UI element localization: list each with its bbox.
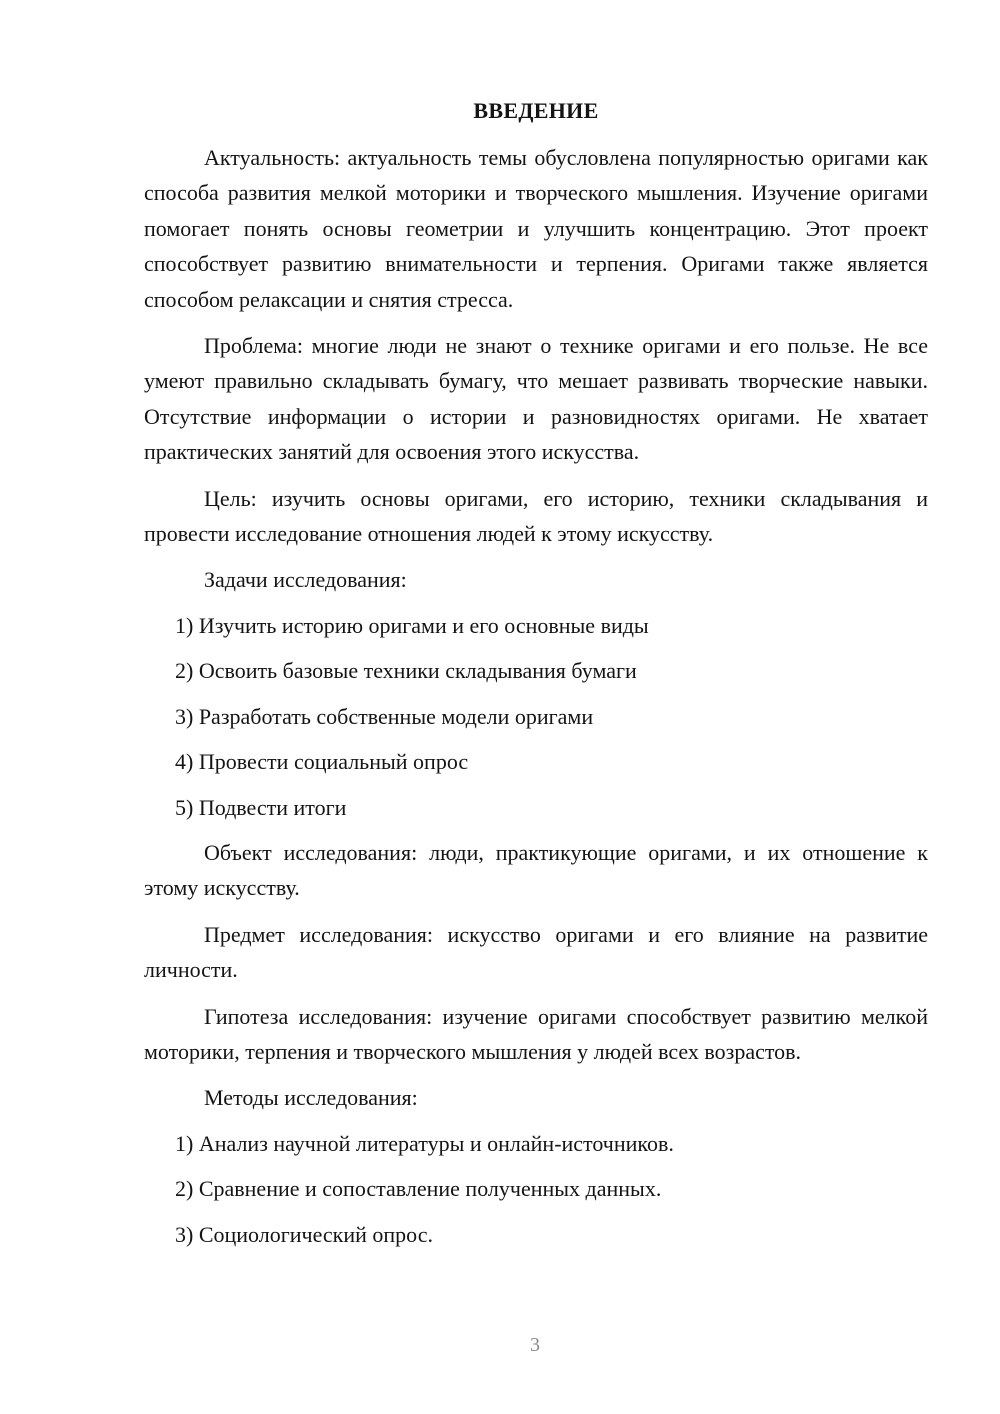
section-title: ВВЕДЕНИЕ [473,98,599,123]
page-number: 3 [530,1334,540,1356]
method-item: 2) Сравнение и сопоставление полученных данных. [175,1176,662,1202]
tasks-heading: Задачи исследования: [204,567,407,593]
tasks-list [144,608,928,825]
task-item: 2) Освоить базовые техники складывания бумаги [175,658,637,684]
task-item: 4) Провести социальный опрос [175,749,469,775]
method-item: 3) Социологический опрос. [175,1221,433,1247]
document-page [144,96,928,1262]
subject-paragraph: Предмет исследования: искусство оригами и его влияние на развитие личности. [144,921,928,983]
task-item: 1) Изучить историю оригами и его основные виды [175,612,649,638]
task-item: 5) Подвести итоги [175,794,347,820]
method-item: 1) Анализ научной литературы и онлайн-источников. [175,1130,674,1156]
object-paragraph: Объект исследования: люди, практикующие оригами, и их отношение к этому искусству. [144,839,928,901]
hypothesis-paragraph: Гипотеза исследования: изучение оригами способствует развитию мелкой моторики, терпения и творческого мышления у людей всех возрастов. [144,1003,928,1064]
methods-list [144,1126,928,1252]
problem-paragraph: Проблема: многие люди не знают о технике оригами и его пользе. Не все умеют правильно складывать бумагу, что мешает развивать творческие навыки. Отсутствие информации о истории и разновидностях оригами. Не хватает практических занятий для освоения этого искусства. [144,333,928,465]
methods-heading: Методы исследования: [204,1085,418,1111]
task-item: 3) Разработать собственные модели оригами [175,703,594,729]
relevance-paragraph: Актуальность: актуальность темы обусловлена популярностью оригами как способа развития мелкой моторики и творческого мышления. Изучение оригами помогает понять основы геометрии и улучшить концентрацию. Этот проект способствует развитию внимательности и терпения. Оригами также является способом релаксации и снятия стресса. [144,145,928,312]
goal-paragraph: Цель: изучить основы оригами, его историю, техники складывания и провести исследование отношения людей к этому искусству. [144,485,928,547]
